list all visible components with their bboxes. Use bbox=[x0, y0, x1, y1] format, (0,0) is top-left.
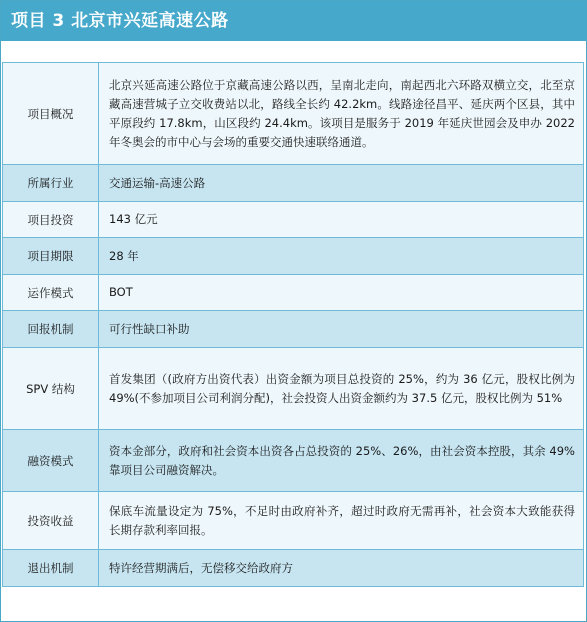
row-label: 融资模式 bbox=[3, 430, 99, 492]
row-value: BOT bbox=[99, 275, 584, 311]
row-label: 退出机制 bbox=[3, 550, 99, 587]
table-row-term bbox=[3, 238, 584, 275]
title-spacer bbox=[1, 41, 586, 62]
row-value: 特许经营期满后，无偿移交给政府方 bbox=[99, 550, 584, 587]
table-row-overview bbox=[3, 63, 584, 165]
table-row-financing-mode bbox=[3, 430, 584, 492]
table-row-operation-mode bbox=[3, 275, 584, 311]
row-value: 保底车流量设定为 75%，不足时由政府补齐，超过时政府无需再补，社会资本大致能获得长期存款利率回报。 bbox=[99, 492, 584, 550]
table-row-investment-return bbox=[3, 492, 584, 550]
table-row-exit-mechanism bbox=[3, 550, 584, 587]
project-info-table bbox=[2, 62, 584, 587]
row-label: 回报机制 bbox=[3, 311, 99, 348]
row-label: SPV 结构 bbox=[3, 348, 99, 430]
row-label: 运作模式 bbox=[3, 275, 99, 311]
row-label: 项目概况 bbox=[3, 63, 99, 165]
row-value: 北京兴延高速公路位于京藏高速公路以西，呈南北走向，南起西北六环路双横立交，北至京藏高速营城子立交收费站以北，路线全长约 42.2km。线路途径昌平、延庆两个区县，其中平原段约 17.8km，山区段约 24.4km。该项目是服务于 2019 年延庆世园会及申办 2022 年冬奥会的市中心与会场的重要交通快速联络通道。 bbox=[99, 63, 584, 165]
row-label: 项目期限 bbox=[3, 238, 99, 275]
row-label: 投资收益 bbox=[3, 492, 99, 550]
row-value: 资本金部分，政府和社会资本出资各占总投资的 25%、26%，由社会资本控股，其余 49%靠项目公司融资解决。 bbox=[99, 430, 584, 492]
table-row-industry bbox=[3, 165, 584, 202]
row-label: 项目投资 bbox=[3, 202, 99, 238]
table-row-return-mechanism bbox=[3, 311, 584, 348]
table-row-investment bbox=[3, 202, 584, 238]
row-value: 交通运输-高速公路 bbox=[99, 165, 584, 202]
project-title: 项目 3 北京市兴延高速公路 bbox=[1, 1, 586, 41]
row-label: 所属行业 bbox=[3, 165, 99, 202]
row-value: 首发集团（(政府方出资代表）出资金额为项目总投资的 25%，约为 36 亿元，股权比例为 49%(不参加项目公司利润分配)，社会投资人出资金额约为 37.5 亿元，股权比例为 51% bbox=[99, 348, 584, 430]
row-value: 28 年 bbox=[99, 238, 584, 275]
row-value: 可行性缺口补助 bbox=[99, 311, 584, 348]
table-row-spv-structure bbox=[3, 348, 584, 430]
row-value: 143 亿元 bbox=[99, 202, 584, 238]
